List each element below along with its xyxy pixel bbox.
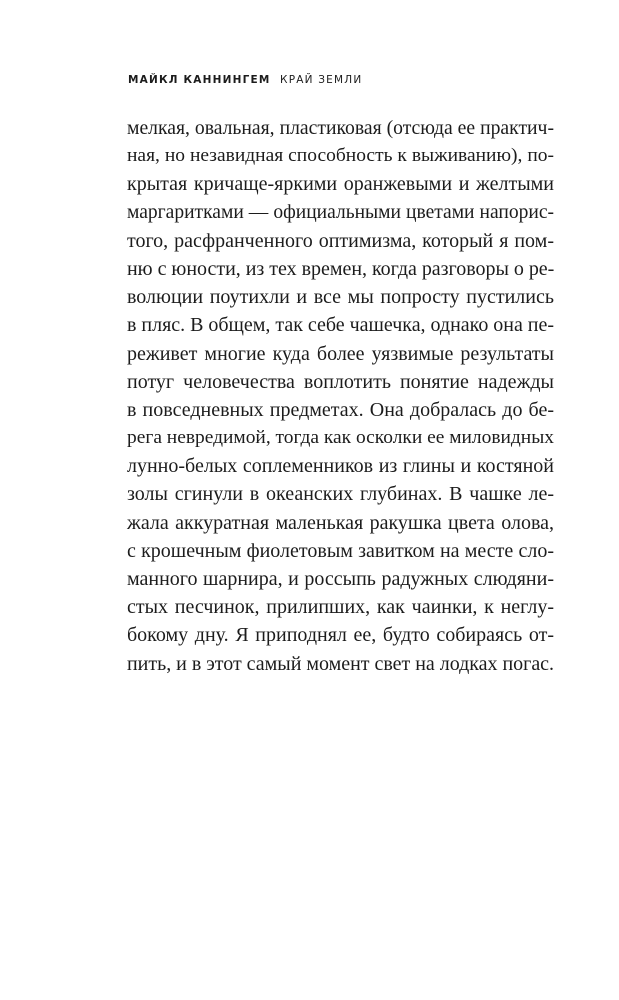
text-line: в повседневных предметах. Она добралась до бе- (127, 398, 554, 421)
running-head-title: КРАЙ ЗЕМЛИ (280, 74, 363, 86)
text-line: ню с юности, из тех времен, когда разговоры о ре- (127, 257, 555, 280)
text-line: маргаритками — официальными цветами напорис- (127, 201, 554, 223)
text-line: крытая кричаще-яркими оранжевыми и желтыми (127, 173, 554, 196)
text-line: того, расфранченного оптимизма, который я пом- (127, 229, 554, 252)
running-head (128, 74, 362, 86)
text-line: манного шарнира, и россыпь радужных слюдяни- (127, 568, 554, 590)
text-line: мелкая, овальная, пластиковая (отсюда ее практич- (127, 117, 554, 139)
text-line: с крошечным фиолетовым завитком на месте сло- (127, 539, 554, 562)
text-line: жала аккуратная маленькая ракушка цвета олова, (127, 511, 554, 534)
text-line: потуг человечества воплотить понятие надежды (127, 370, 554, 393)
text-line: лунно-белых соплеменников из глины и костяной (127, 455, 554, 478)
text-line: волюции поутихли и все мы попросту пустились (127, 286, 554, 309)
text-line: реживет многие куда более уязвимые результаты (127, 342, 554, 365)
text-line: пить, и в этот самый момент свет на лодках погас. (127, 652, 555, 675)
text-line: ная, но незавидная способность к выживанию), по- (127, 145, 554, 167)
running-head-author: МАЙКЛ КАННИНГЕМ (128, 74, 271, 86)
text-line: в пляс. В общем, так себе чашечка, однако она пе- (127, 314, 554, 337)
text-line: стых песчинок, прилипших, как чаинки, к неглу- (127, 596, 554, 619)
text-line: золы сгинули в океанских глубинах. В чашке ле- (127, 483, 554, 506)
text-line: бокому дну. Я приподнял ее, будто собираясь от- (127, 624, 554, 647)
body-text (127, 114, 554, 678)
text-line: рега невредимой, тогда как осколки ее миловидных (127, 427, 554, 449)
